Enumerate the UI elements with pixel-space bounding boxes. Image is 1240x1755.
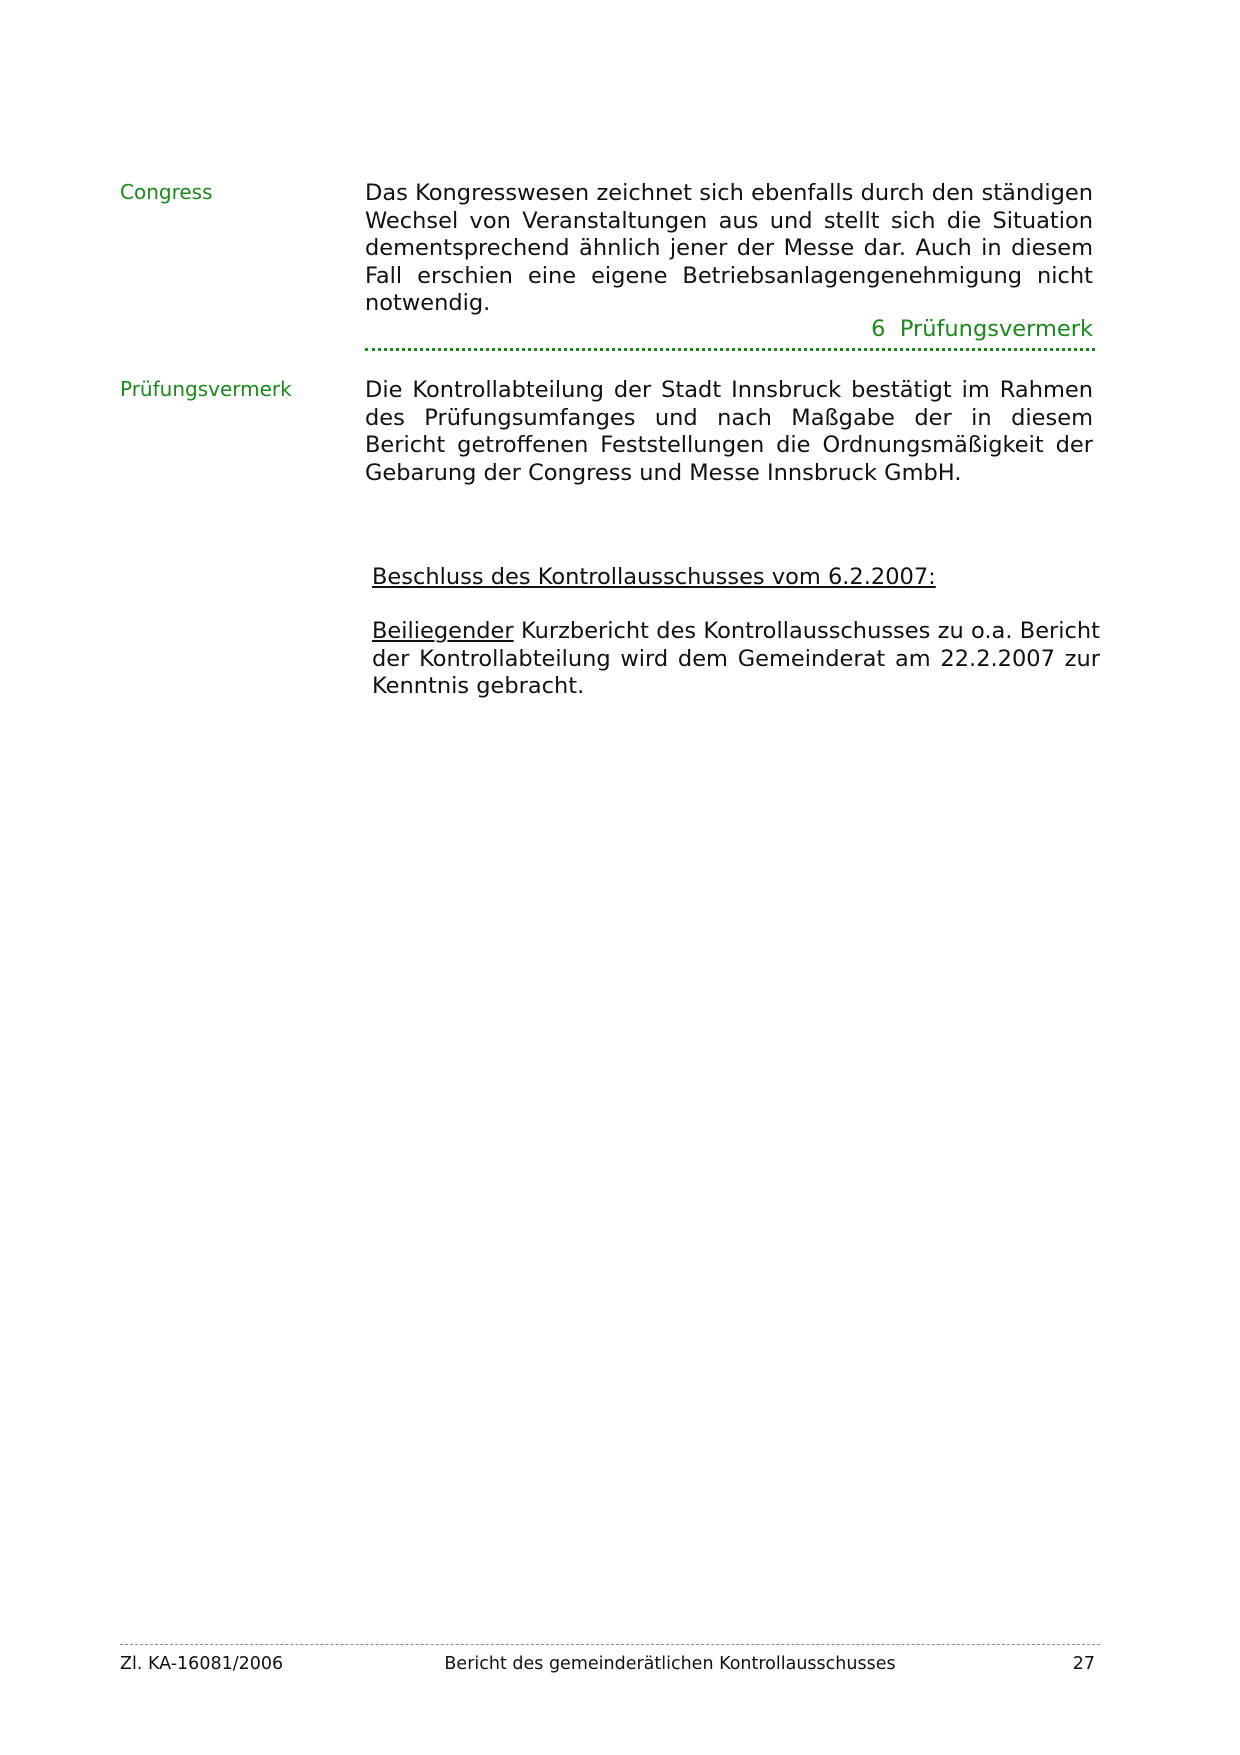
footer-reference: Zl. KA-16081/2006 bbox=[120, 1654, 284, 1674]
congress-paragraph: Das Kongresswesen zeichnet sich ebenfalls durch den ständigen Wechsel von Veranstaltungen aus und stellt sich die Situation dementsprechend ähnlich jener der Messe dar. Auch in diesem Fall erschien eine eigene Betriebsanlagengenehmigung nicht notwendig. bbox=[365, 180, 1093, 316]
footer-title: Bericht des gemeinderätlichen Kontrollausschusses bbox=[444, 1654, 896, 1674]
page-number: 27 bbox=[1072, 1654, 1095, 1674]
resolution-text: Kurzbericht des Kontrollausschusses zu o.a. Bericht der Kontrollabteilung wird dem Gemeinderat am 22.2.2007 zur Kenntnis gebracht. bbox=[372, 618, 1101, 699]
resolution-heading: Beschluss des Kontrollausschusses vom 6.2.2007: bbox=[372, 564, 936, 590]
pruefungsvermerk-paragraph: Die Kontrollabteilung der Stadt Innsbruck bestätigt im Rahmen des Prüfungsumfanges und nach Maßgabe der in diesem Bericht getroffenen Feststellungen die Ordnungsmäßigkeit der Gebarung der Congress und Messe Innsbruck GmbH. bbox=[365, 377, 1093, 486]
section-heading bbox=[365, 316, 1093, 342]
resolution-paragraph bbox=[372, 618, 1100, 701]
margin-note-pruefungsvermerk: Prüfungsvermerk bbox=[120, 377, 292, 401]
section-number: 6 bbox=[871, 316, 886, 342]
section-title: Prüfungsvermerk bbox=[899, 316, 1093, 342]
footer-divider bbox=[120, 1644, 1100, 1645]
margin-note-congress: Congress bbox=[120, 180, 213, 204]
section-divider bbox=[365, 348, 1095, 351]
resolution-lead-word: Beiliegender bbox=[372, 618, 514, 644]
